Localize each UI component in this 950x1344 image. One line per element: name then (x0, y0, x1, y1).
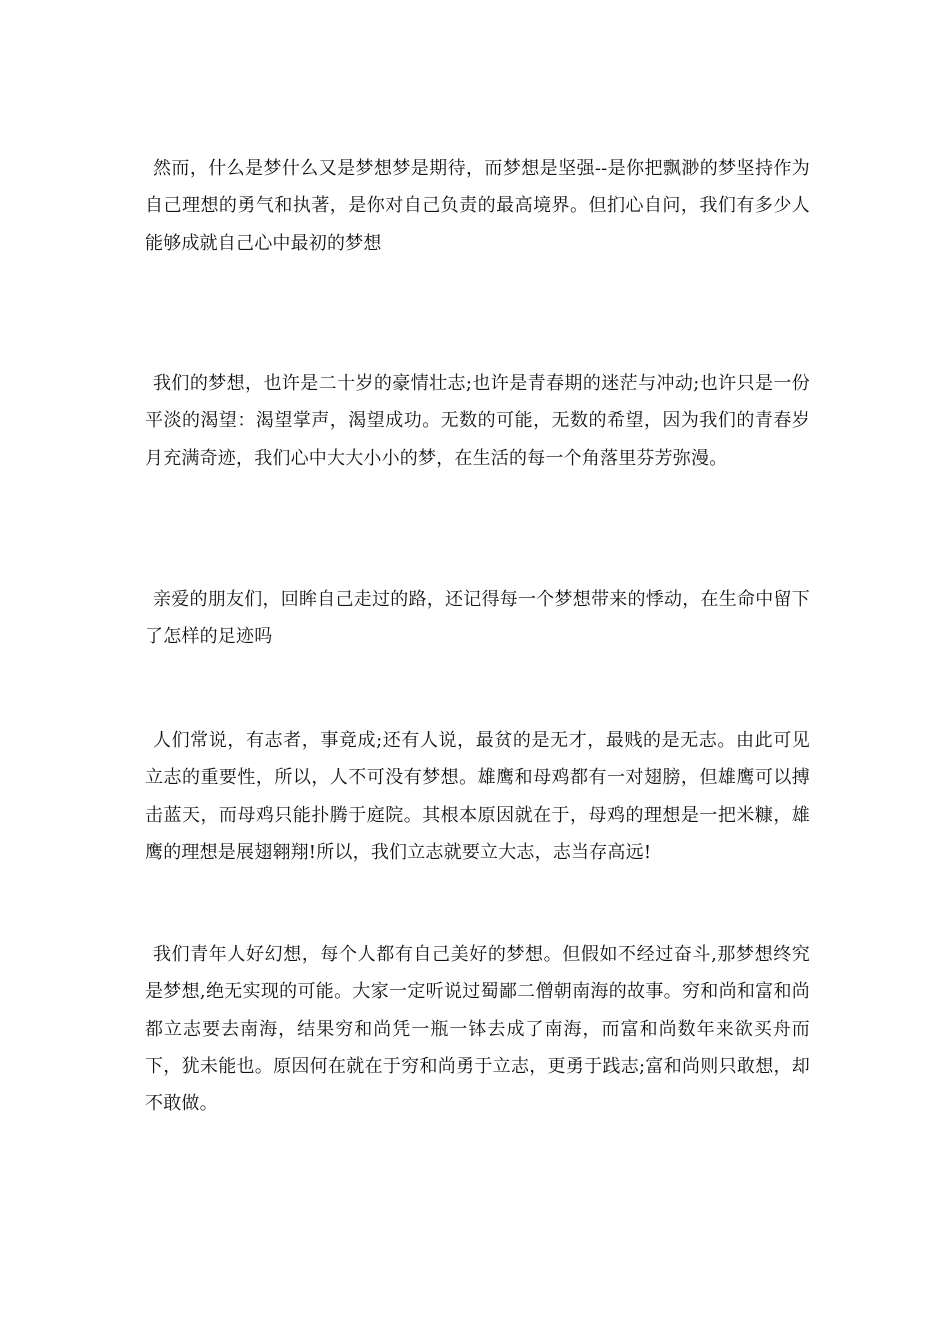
paragraph-dear-friends: 亲爱的朋友们，回眸自己走过的路，还记得每一个梦想带来的悸动，在生命中留下了怎样的足迹吗 (145, 589, 810, 648)
paragraph-ambition: 人们常说，有志者，事竟成;还有人说，最贫的是无才，最贱的是无志。由此可见立志的重要性，所以，人不可没有梦想。雄鹰和母鸡都有一对翅膀，但雄鹰可以搏击蓝天，而母鸡只能扑腾于庭院。其根本原因就在于，母鸡的理想是一把米糠，雄鹰的理想是展翅翱翔!所以，我们立志就要立大志，志当存高远! (145, 730, 810, 863)
paragraph-dream-definition: 然而，什么是梦什么又是梦想梦是期待，而梦想是坚强--是你把飘渺的梦坚持作为自己理想的勇气和执著，是你对自己负责的最高境界。但扪心自问，我们有多少人能够成就自己心中最初的梦想 (145, 158, 810, 254)
paragraph-two-monks: 我们青年人好幻想，每个人都有自己美好的梦想。但假如不经过奋斗,那梦想终究是梦想,绝无实现的可能。大家一定听说过蜀鄙二僧朝南海的故事。穷和尚和富和尚都立志要去南海，结果穷和尚凭一瓶一钵去成了南海，而富和尚数年来欲买舟而下，犹未能也。原因何在就在于穷和尚勇于立志，更勇于践志;富和尚则只敢想，却不敢做。 (145, 944, 810, 1115)
paragraph-our-dreams: 我们的梦想，也许是二十岁的豪情壮志;也许是青春期的迷茫与冲动;也许只是一份平淡的渴望：渴望掌声，渴望成功。无数的可能，无数的希望，因为我们的青春岁月充满奇迹，我们心中大大小小的梦，在生活的每一个角落里芬芳弥漫。 (145, 373, 810, 469)
